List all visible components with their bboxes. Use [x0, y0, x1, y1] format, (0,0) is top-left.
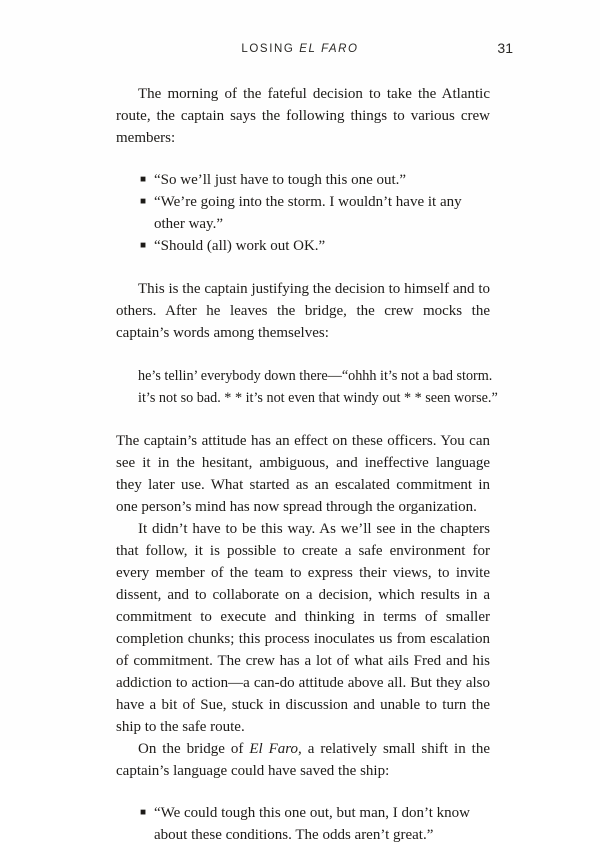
ship-name: El Faro: [249, 741, 299, 757]
bullet-square-icon: ■: [140, 807, 147, 818]
list-item-text: “So we’ll just have to tough this one out.”: [154, 172, 407, 188]
paragraph-5-end: , a relatively small shift in the captain’s language could have saved the ship:: [116, 741, 490, 779]
quote-line: he’s tellin’ everybody down there—“ohhh it’s not a bad storm.: [138, 368, 493, 384]
list-item: [140, 191, 490, 235]
list-item-text: “Should (all) work out OK.”: [154, 238, 326, 254]
list-item: [140, 802, 490, 846]
quote-line: it’s not so bad. * * it’s not even that windy out * * seen worse.”: [138, 390, 498, 406]
bullet-square-icon: ■: [140, 196, 147, 207]
list-item-text: “We could tough this one out, but man, I don’t know about these conditions. The odds aren’t great.”: [154, 805, 470, 843]
page-number: 31: [497, 40, 513, 56]
paragraph-5-start: On the bridge of: [138, 741, 250, 757]
paragraph-4: It didn’t have to be this way. As we’ll see in the chapters that follow, it is possible to create a safe environment for every member of the team to express their views, to invite dissent, and to collaborate on a decision, which results in a commitment to execute and thinking in terms of smaller completion chunks; this process inoculates us from escalation of commitment. The crew has a lot of what ails Fred and his addiction to action—a can-do attitude above all. But they also have a bit of Sue, stuck in discussion and unable to turn the ship to the safe route.: [116, 521, 490, 735]
list-item-text: “We’re going into the storm. I wouldn’t have it any other way.”: [154, 194, 462, 232]
block-quote: [138, 365, 498, 409]
bullet-square-icon: ■: [140, 240, 147, 251]
running-title-prefix: LOSING: [241, 43, 300, 55]
list-item: [140, 235, 490, 257]
running-title-italic: EL FARO: [299, 43, 359, 55]
bullet-list-1: [116, 169, 490, 257]
paragraph-3: The captain’s attitude has an effect on these officers. You can see it in the hesitant, ambiguous, and ineffective language they later use. What started as an escalated commitment in one person’s mind has now spread through the organization.: [116, 433, 490, 515]
paragraph-2: This is the captain justifying the decision to himself and to others. After he leaves the bridge, the crew mocks the captain’s words among themselves:: [116, 281, 490, 341]
bullet-square-icon: ■: [140, 174, 147, 185]
paragraph-1: The morning of the fateful decision to take the Atlantic route, the captain says the following things to various crew members:: [116, 86, 490, 146]
paragraph-5: [116, 738, 490, 782]
running-head: [0, 40, 600, 60]
list-item: [140, 169, 490, 191]
bullet-list-2: [116, 802, 490, 846]
body-text: [116, 83, 498, 846]
